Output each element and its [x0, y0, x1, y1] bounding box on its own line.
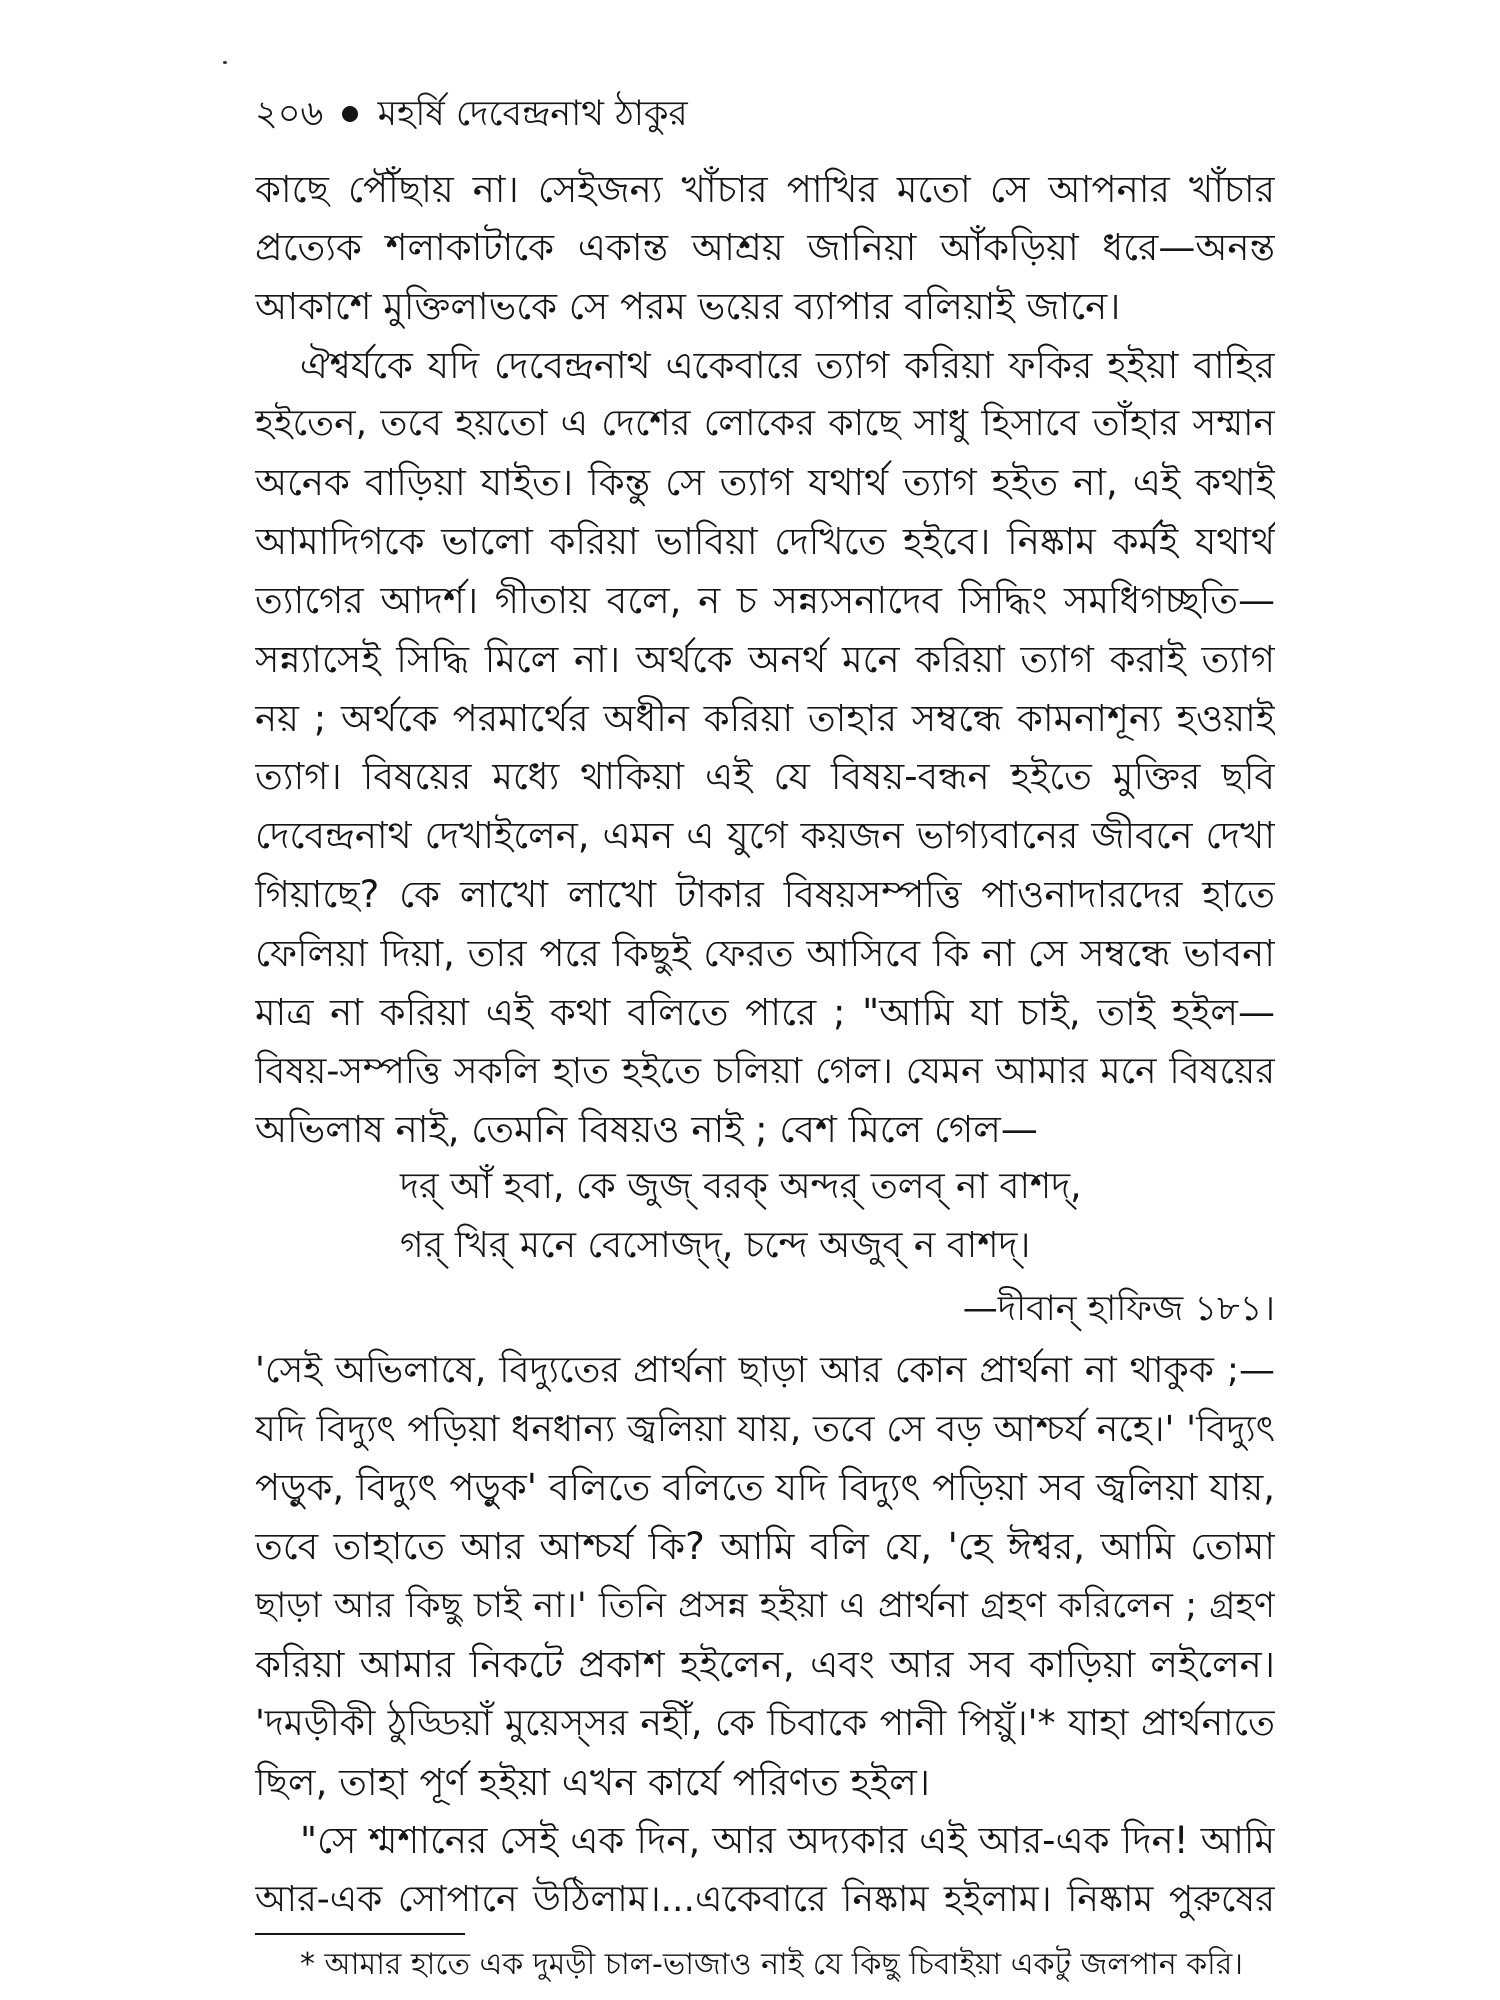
body-line: 'দমড়ীকী ঠুড্ডিয়াঁ মুয়েস্সর নহীঁ, কে চিবাকে পানী পিয়ুঁ।'* যাহা প্রার্থনাতে [255, 1702, 1275, 1744]
body-line: বিষয়-সম্পত্তি সকলি হাত হইতে চলিয়া গেল। যেমন আমার মনে বিষয়ের [255, 1050, 1275, 1092]
body-line: ত্যাগ। বিষয়ের মধ্যে থাকিয়া এই যে বিষয়-বন্ধন হইতে মুক্তির ছবি [255, 755, 1275, 799]
verse-line: দর্ আঁ হবা, কে জুজ্ বরক্ অন্দর্ তলব্ না বাশদ্, [400, 1166, 1082, 1208]
body-line: আকাশে মুক্তিলাভকে সে পরম ভয়ের ব্যাপার বলিয়াই জানে। [255, 284, 1121, 328]
body-line: আমাদিগকে ভালো করিয়া ভাবিয়া দেখিতে হইবে। নিষ্কাম কর্মই যথার্থ [255, 520, 1275, 564]
body-line: প্রত্যেক শলাকাটাকে একান্ত আশ্রয় জানিয়া আঁকড়িয়া ধরে—অনন্ত [255, 225, 1275, 269]
body-line: অভিলাষ নাই, তেমনি বিষয়ও নাই ; বেশ মিলে গেল— [255, 1108, 1038, 1152]
footnote-rule [255, 1933, 465, 1935]
running-head [255, 92, 688, 136]
body-line: নয় ; অর্থকে পরমার্থের অধীন করিয়া তাহার সম্বন্ধে কামনাশূন্য হওয়াই [255, 696, 1275, 740]
body-line: পড়ুক, বিদ্যুৎ পড়ুক' বলিতে বলিতে যদি বিদ্যুৎ পড়িয়া সব জ্বলিয়া যায়, [255, 1466, 1275, 1510]
body-line: গিয়াছে? কে লাখো লাখো টাকার বিষয়সম্পত্তি পাওনাদারদের হাতে [255, 873, 1275, 917]
verse-attribution: —দীবান্ হাফিজ ১৮১। [962, 1288, 1275, 1329]
body-line: অনেক বাড়িয়া যাইত। কিন্তু সে ত্যাগ যথার্থ ত্যাগ হইত না, এই কথাই [255, 461, 1275, 505]
body-line: সন্ন্যাসেই সিদ্ধি মিলে না। অর্থকে অনর্থ মনে করিয়া ত্যাগ করাই ত্যাগ [255, 637, 1275, 681]
verse-line: গর্ খির্ মনে বেসোজ্দ্, চন্দে অজুব্ ন বাশদ্। [400, 1225, 1031, 1267]
body-line: হইতেন, তবে হয়তো এ দেশের লোকের কাছে সাধু হিসাবে তাঁহার সম্মান [255, 403, 1275, 445]
body-line: মাত্র না করিয়া এই কথা বলিতে পারে ; "আমি যা চাই, তাই হইল— [255, 990, 1275, 1034]
body-line: ফেলিয়া দিয়া, তার পরে কিছুই ফেরত আসিবে কি না সে সম্বন্ধে ভাবনা [255, 931, 1275, 975]
running-title: মহর্ষি দেবেন্দ্রনাথ ঠাকুর [377, 94, 688, 134]
scan-speck [223, 61, 227, 64]
body-line: "সে শ্মশানের সেই এক দিন, আর অদ্যকার এই আর-এক দিন! আমি [300, 1819, 1275, 1863]
body-line: যদি বিদ্যুৎ পড়িয়া ধনধান্য জ্বলিয়া যায়, তবে সে বড় আশ্চর্য নহে।' 'বিদ্যুৎ [255, 1408, 1275, 1450]
body-line: ঐশ্বর্যকে যদি দেবেন্দ্রনাথ একেবারে ত্যাগ করিয়া ফকির হইয়া বাহির [300, 343, 1275, 387]
footnote: * আমার হাতে এক দুমড়ী চাল-ভাজাও নাই যে কিছু চিবাইয়া একটু জলপান করি। [300, 1947, 1243, 1983]
body-line: ত্যাগের আদর্শ। গীতায় বলে, ন চ সন্ন্যসনাদেব সিদ্ধিং সমধিগচ্ছতি— [255, 578, 1275, 622]
bullet-icon [342, 106, 358, 122]
body-line: দেবেন্দ্রনাথ দেখাইলেন, এমন এ যুগে কয়জন ভাগ্যবানের জীবনে দেখা [255, 814, 1275, 858]
body-line: করিয়া আমার নিকটে প্রকাশ হইলেন, এবং আর সব কাড়িয়া লইলেন। [255, 1642, 1275, 1686]
page-number: ২০৬ [255, 94, 324, 134]
body-line: তবে তাহাতে আর আশ্চর্য কি? আমি বলি যে, 'হে ঈশ্বর, আমি তোমা [255, 1525, 1275, 1569]
body-line: 'সেই অভিলাষে, বিদ্যুতের প্রার্থনা ছাড়া আর কোন প্রার্থনা না থাকুক ;— [255, 1349, 1275, 1391]
body-line: কাছে পৌঁছায় না। সেইজন্য খাঁচার পাখির মতো সে আপনার খাঁচার [255, 168, 1275, 211]
body-line: ছিল, তাহা পূর্ণ হইয়া এখন কার্যে পরিণত হইল। [255, 1760, 931, 1804]
body-line: ছাড়া আর কিছু চাই না।' তিনি প্রসন্ন হইয়া এ প্রার্থনা গ্রহণ করিলেন ; গ্রহণ [255, 1586, 1275, 1627]
body-line: আর-এক সোপানে উঠিলাম।...একেবারে নিষ্কাম হইলাম। নিষ্কাম পুরুষের [255, 1879, 1275, 1921]
